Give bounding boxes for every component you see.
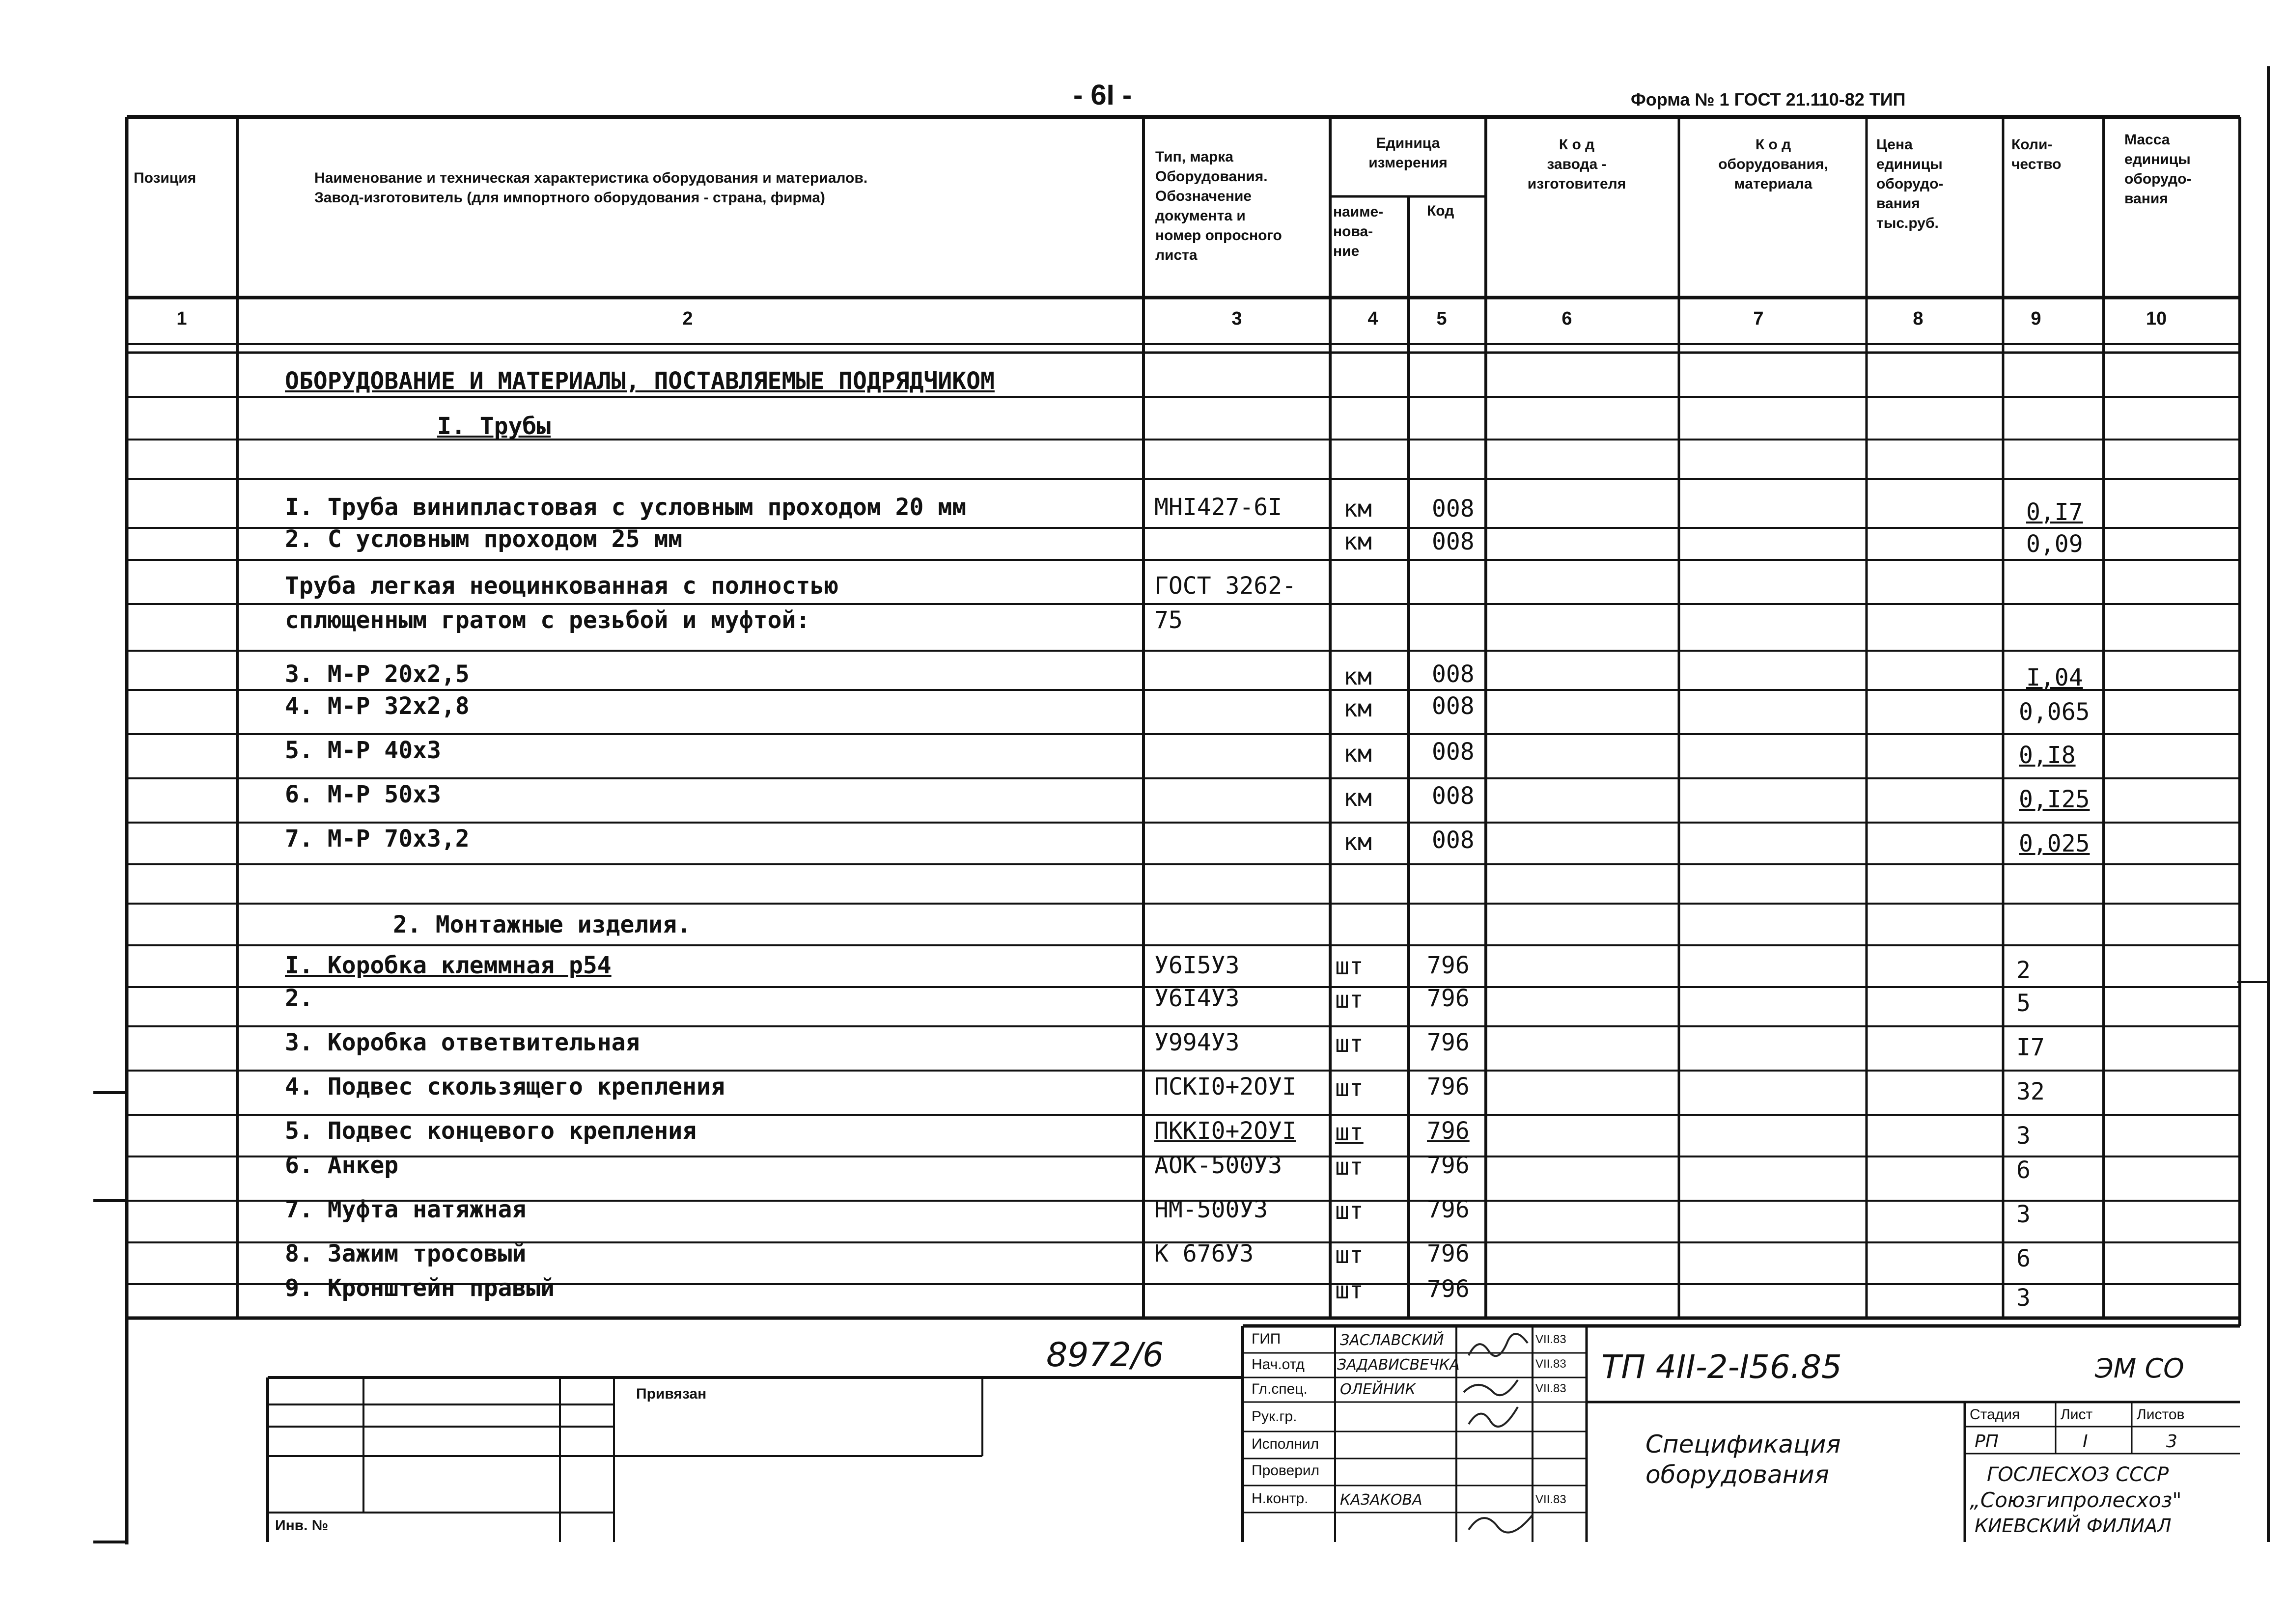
col-number-3: 3 [1231, 308, 1242, 329]
row-name: сплющенным гратом с резьбой и муфтой: [285, 606, 810, 634]
col-number-10: 10 [2146, 308, 2167, 329]
col-number-8: 8 [1913, 308, 1924, 329]
row-unit: км [1343, 740, 1372, 768]
row-unit: шт [1335, 1277, 1364, 1304]
col-number-4: 4 [1367, 308, 1378, 329]
date-chief-spec: VII.83 [1535, 1382, 1566, 1395]
row-unit: км [1343, 784, 1372, 812]
subsection-pipes: I. Трубы [437, 413, 551, 440]
stage-label: Стадия [1970, 1406, 2020, 1423]
row-code: 008 [1432, 661, 1475, 688]
row-name: 2. С условным проходом 25 мм [285, 525, 683, 553]
role-norm-control: Н.контр. [1252, 1490, 1309, 1507]
row-type: ПСКI0+2ОУI [1154, 1073, 1296, 1101]
sheet-value: I [2083, 1431, 2088, 1452]
row-code: 796 [1427, 952, 1470, 979]
row-name: 4. М-Р 32х2,8 [285, 692, 470, 720]
row-unit: км [1343, 528, 1372, 555]
row-name: Труба легкая неоцинкованная с полностью [285, 572, 839, 600]
header-plant-code: К о д завода - изготовителя [1527, 137, 1626, 192]
row-code: 796 [1427, 1073, 1470, 1101]
col-number-9: 9 [2031, 308, 2041, 329]
row-qty: 3 [2016, 1201, 2031, 1228]
role-checker: Проверил [1252, 1462, 1320, 1479]
row-unit: км [1343, 495, 1372, 523]
row-name: 4. Подвес скользящего крепления [285, 1073, 725, 1101]
row-code: 796 [1427, 1029, 1470, 1056]
row-code: 008 [1432, 692, 1475, 720]
row-type: У6I4У3 [1154, 985, 1240, 1012]
row-name: 7. М-Р 70х3,2 [285, 825, 470, 853]
row-name: I. Коробка клеммная р54 [285, 952, 612, 979]
role-head-dept: Нач.отд [1252, 1356, 1305, 1373]
date-norm-control: VII.83 [1535, 1493, 1566, 1506]
header-name: Наименование и техническая характеристика оборудования и материалов. Завод-изготовитель (для импортного оборудования - страна, фирма) [314, 170, 868, 206]
row-qty: 0,I7 [2026, 498, 2083, 526]
row-code: 796 [1427, 1152, 1470, 1179]
row-type: МНI427-6I [1154, 494, 1282, 521]
header-unit-group: Единица измерения [1368, 135, 1448, 171]
row-unit: шт [1335, 986, 1364, 1014]
sheets-label: Листов [2137, 1406, 2185, 1423]
role-chief-spec: Гл.спец. [1252, 1381, 1308, 1397]
sheet-label: Лист [2061, 1406, 2093, 1423]
role-group-head: Рук.гр. [1252, 1408, 1297, 1425]
header-position: Позиция [134, 170, 196, 186]
role-executor: Исполнил [1252, 1436, 1319, 1452]
row-unit: шт [1335, 953, 1364, 980]
row-unit: шт [1335, 1197, 1364, 1225]
row-name: 3. Коробка ответвительная [285, 1029, 640, 1056]
row-code: 008 [1432, 528, 1475, 555]
row-unit: шт [1335, 1119, 1364, 1146]
row-code: 008 [1432, 826, 1475, 854]
row-qty: 0,065 [2019, 698, 2090, 726]
col-number-1: 1 [176, 308, 187, 329]
header-price: Цена единицы оборудо- вания тыс.руб. [1876, 137, 1944, 231]
header-mass: Масса единицы оборудо- вания [2124, 132, 2192, 207]
document-title: Спецификация оборудования [1645, 1430, 1841, 1489]
row-type: ГОСТ 3262- [1154, 572, 1296, 600]
row-qty: I,04 [2026, 664, 2083, 691]
header-equipment-code: К о д оборудования, материала [1718, 137, 1828, 192]
row-qty: 3 [2016, 1284, 2031, 1312]
row-name: 9. Кронштейн правый [285, 1274, 555, 1302]
form-caption: Форма № 1 ГОСТ 21.110-82 ТИП [1631, 89, 1906, 110]
section-title: ОБОРУДОВАНИЕ И МАТЕРИАЛЫ, ПОСТАВЛЯЕМЫЕ ПОДРЯДЧИКОМ [285, 367, 995, 395]
row-qty: 6 [2016, 1156, 2031, 1184]
col-number-5: 5 [1436, 308, 1447, 329]
role-gip: ГИП [1252, 1331, 1281, 1347]
subsection-mounting: 2. Монтажные изделия. [393, 911, 691, 938]
handwritten-number: 8972/6 [1046, 1336, 1164, 1375]
row-code: 008 [1432, 495, 1475, 523]
row-name: 6. Анкер [285, 1152, 399, 1179]
row-code: 796 [1427, 985, 1470, 1012]
row-unit: км [1343, 828, 1372, 856]
row-name: 3. М-Р 20х2,5 [285, 661, 470, 688]
row-type: 75 [1154, 606, 1183, 634]
row-qty: I7 [2016, 1034, 2045, 1061]
page-number: - 6I - [1073, 79, 1132, 111]
row-qty: 0,I8 [2019, 742, 2076, 769]
privyazan-label: Привязан [636, 1386, 707, 1402]
row-code: 796 [1427, 1117, 1470, 1145]
signature-scribbles [1464, 1334, 1533, 1532]
row-unit: шт [1335, 1153, 1364, 1181]
name-chief-spec: ОЛЕЙНИК [1340, 1381, 1416, 1398]
row-type: АОК-500У3 [1154, 1152, 1282, 1179]
document-mark: ЭМ СО [2095, 1353, 2184, 1384]
row-qty: 0,09 [2026, 530, 2083, 558]
row-name: 8. Зажим тросовый [285, 1240, 527, 1267]
row-code: 008 [1432, 738, 1475, 766]
header-unit-name: наиме- нова- ние [1333, 204, 1384, 259]
row-unit: км [1343, 695, 1372, 722]
row-name: 6. М-Р 50х3 [285, 781, 441, 808]
org-line-1: ГОСЛЕСХОЗ СССР [1987, 1463, 2169, 1486]
row-unit: км [1343, 663, 1372, 690]
inventory-number-label: Инв. № [275, 1517, 329, 1534]
org-line-2: „Союзгипролесхоз" [1970, 1488, 2182, 1512]
row-type: У994У3 [1154, 1029, 1240, 1056]
col-number-7: 7 [1753, 308, 1764, 329]
row-code: 796 [1427, 1275, 1470, 1303]
date-head-dept: VII.83 [1535, 1357, 1566, 1371]
row-type: ПККI0+2ОУI [1154, 1117, 1296, 1145]
row-name: 5. Подвес концевого крепления [285, 1117, 697, 1145]
org-line-3: КИЕВСКИЙ ФИЛИАЛ [1975, 1515, 2172, 1537]
row-qty: 32 [2016, 1078, 2045, 1105]
name-gip: ЗАСЛАВСКИЙ [1340, 1332, 1444, 1349]
sheets-value: 3 [2166, 1431, 2177, 1452]
row-qty: 5 [2016, 990, 2031, 1017]
header-quantity: Коли- чество [2011, 137, 2062, 172]
row-type: К 676У3 [1154, 1240, 1254, 1267]
row-qty: 2 [2016, 957, 2031, 984]
row-unit: шт [1335, 1030, 1364, 1058]
row-type: НМ-500У3 [1154, 1196, 1268, 1223]
row-name: I. Труба винипластовая с условным проходом 20 мм [285, 494, 967, 521]
header-unit-code: Код [1427, 203, 1454, 219]
row-qty: 0,I25 [2019, 786, 2090, 813]
row-code: 796 [1427, 1196, 1470, 1223]
date-gip: VII.83 [1535, 1333, 1566, 1346]
row-name: 7. Муфта натяжная [285, 1196, 527, 1223]
row-unit: шт [1335, 1241, 1364, 1269]
row-name: 5. М-Р 40х3 [285, 737, 441, 764]
name-head-dept: ЗАДАВИСВЕЧКА [1337, 1356, 1460, 1374]
row-code: 008 [1432, 782, 1475, 810]
col-number-2: 2 [682, 308, 693, 329]
row-qty: 6 [2016, 1245, 2031, 1272]
row-unit: шт [1335, 1074, 1364, 1102]
row-code: 796 [1427, 1240, 1470, 1267]
document-code: ТП 4II-2-I56.85 [1601, 1348, 1842, 1386]
stage-value: РП [1975, 1431, 1999, 1452]
name-norm-control: КАЗАКОВА [1340, 1491, 1422, 1509]
row-qty: 3 [2016, 1122, 2031, 1150]
row-type: У6I5У3 [1154, 952, 1240, 979]
col-number-6: 6 [1561, 308, 1572, 329]
header-type: Тип, марка Оборудования. Обозначение документа и номер опросного листа [1155, 149, 1282, 263]
row-name: 2. [285, 985, 313, 1012]
row-qty: 0,025 [2019, 830, 2090, 857]
